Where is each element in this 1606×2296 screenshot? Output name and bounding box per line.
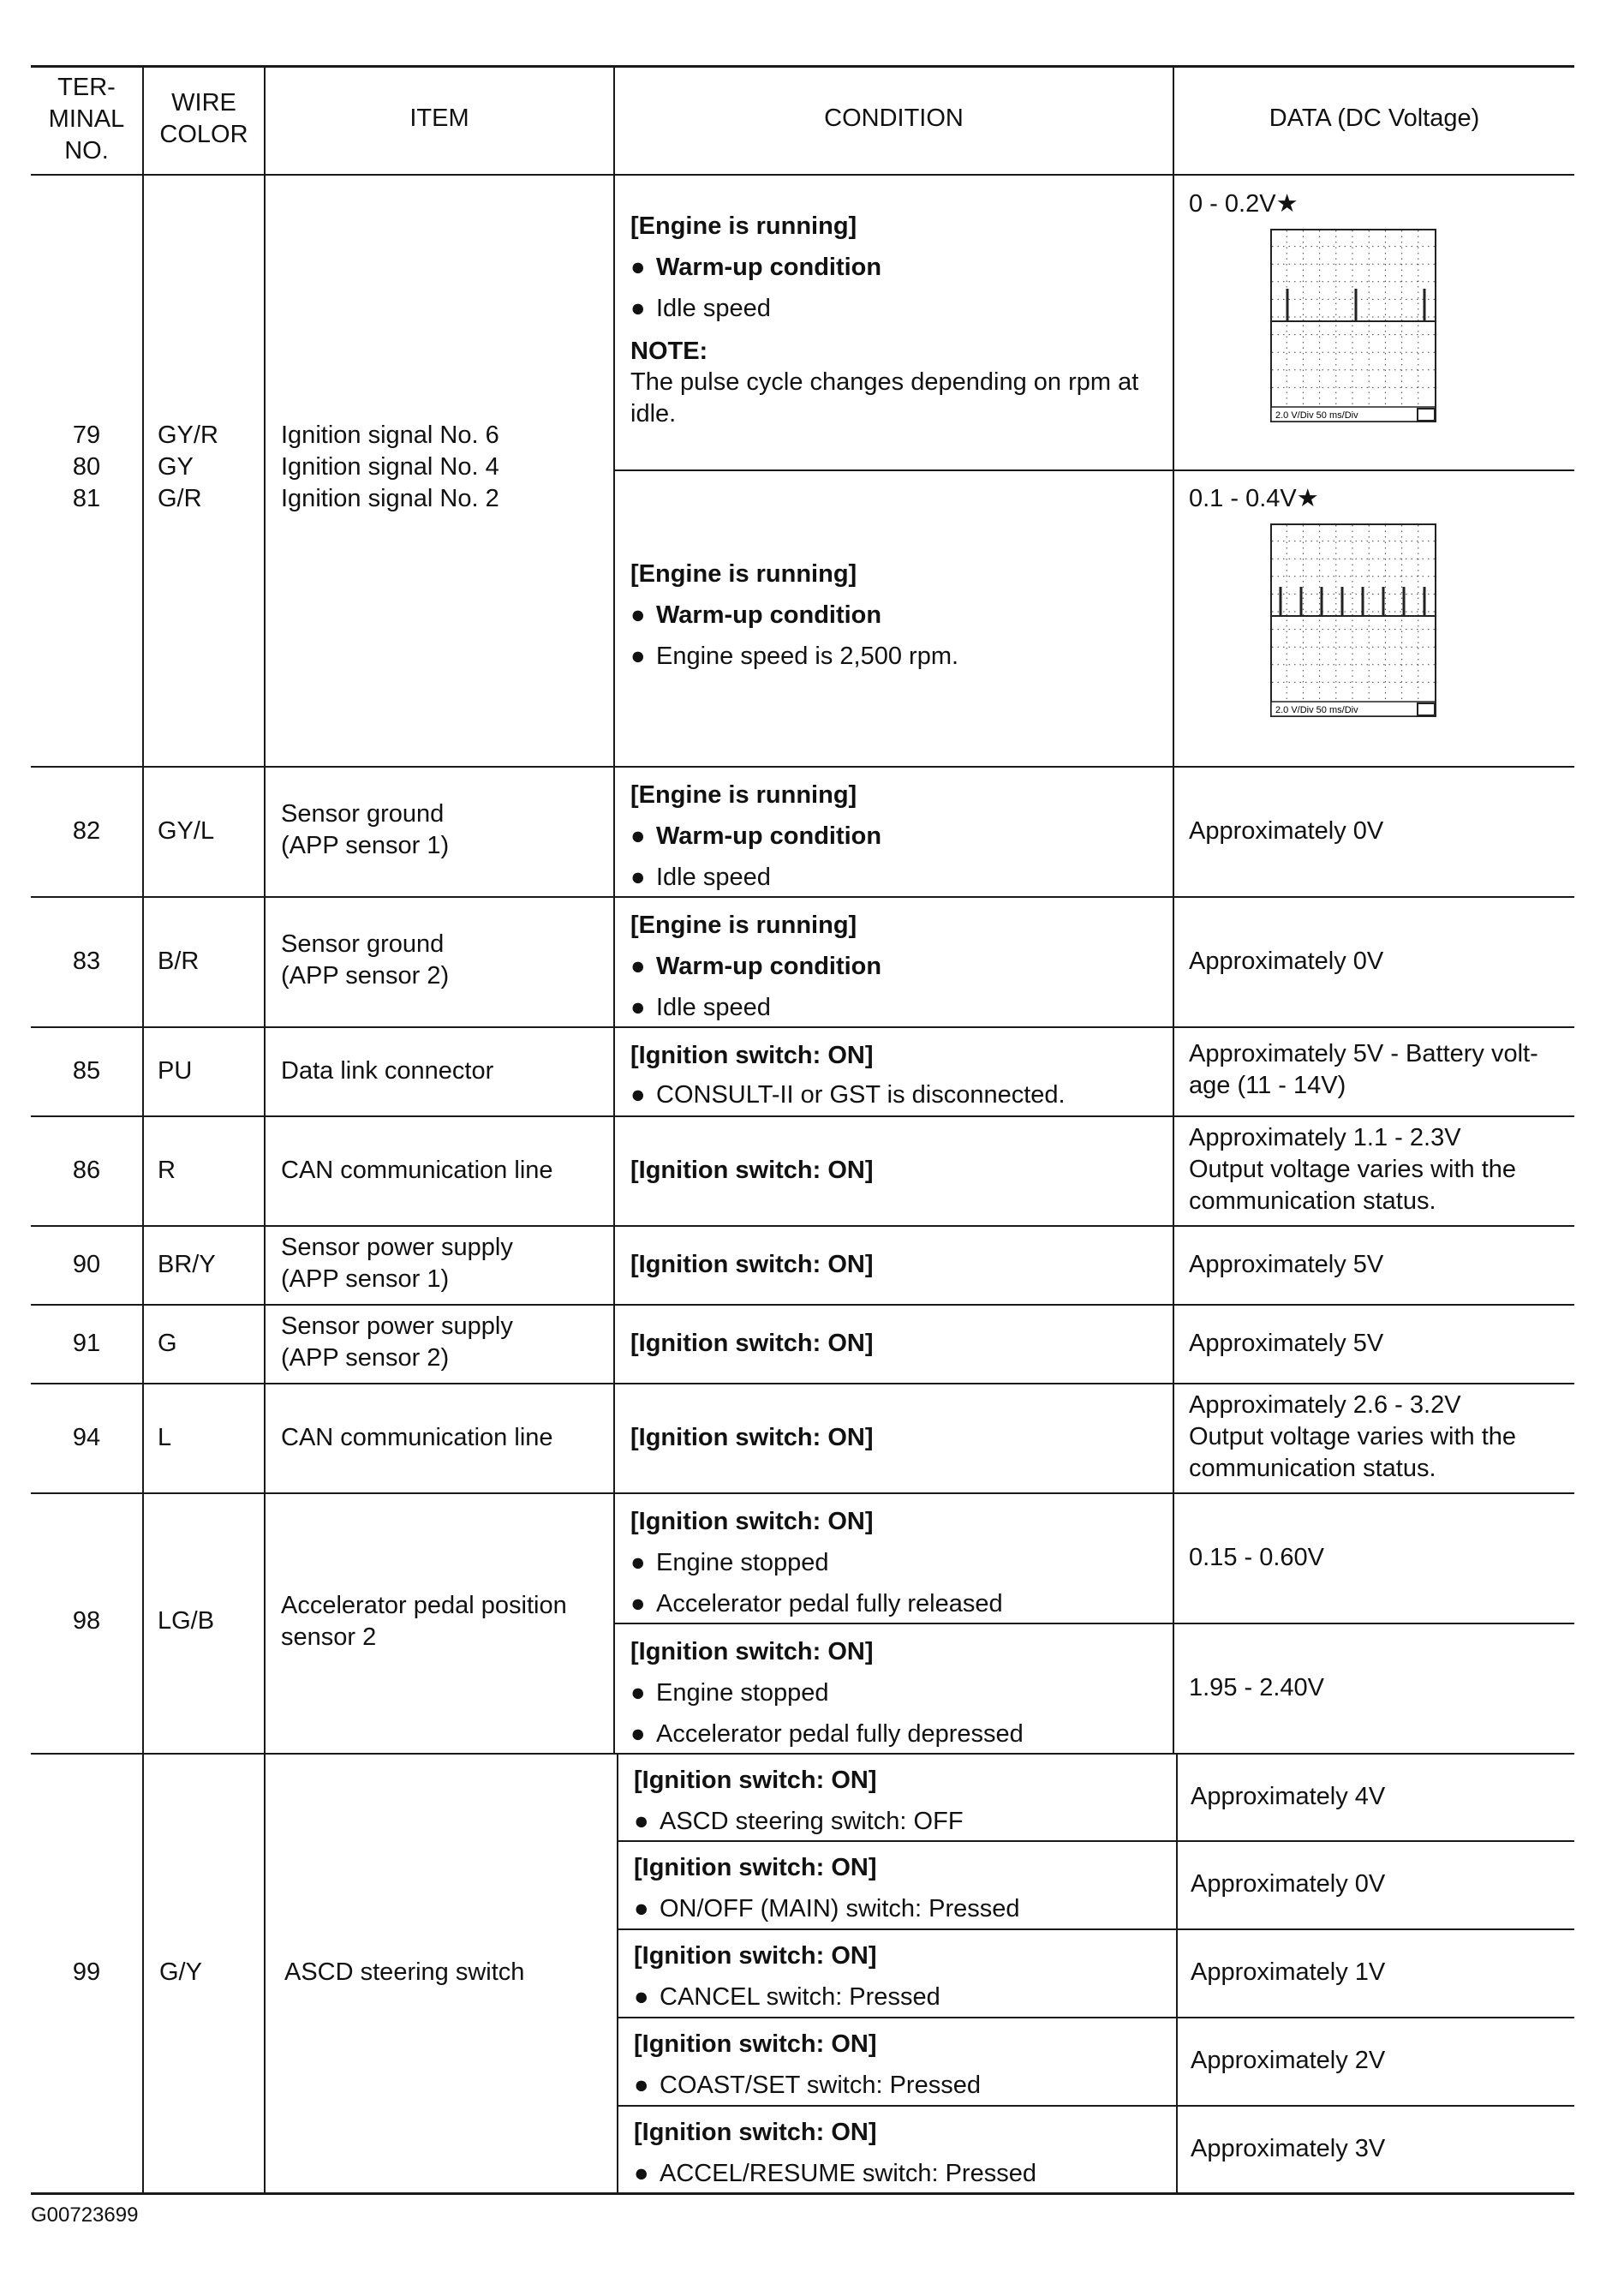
data-value: Approximately 5V bbox=[1189, 1330, 1384, 1357]
condition-bullet bbox=[630, 1075, 1066, 1115]
bullet-text: Accelerator pedal fully released bbox=[656, 1590, 1003, 1617]
column-divider bbox=[1173, 65, 1174, 1753]
header-condition: CONDITION bbox=[824, 105, 964, 132]
data-value bbox=[1189, 483, 1319, 515]
condition-cell bbox=[634, 1935, 940, 2018]
row-divider bbox=[31, 1115, 1574, 1117]
wire-color: G/Y bbox=[159, 1958, 202, 1986]
bullet-icon: ● bbox=[630, 1549, 646, 1576]
bullet-icon: ● bbox=[630, 822, 646, 850]
item-name: Ignition signal No. 2 bbox=[281, 485, 499, 512]
condition-bullet bbox=[630, 946, 881, 987]
terminal-number: 79 bbox=[72, 422, 101, 449]
data-line: Output voltage varies with the bbox=[1189, 1423, 1517, 1450]
condition-bullet bbox=[630, 857, 881, 898]
bullet-icon: ● bbox=[630, 601, 646, 629]
row-divider bbox=[31, 766, 1574, 768]
condition-state: [Ignition switch: ON] bbox=[634, 1942, 877, 1970]
condition-bullet bbox=[630, 247, 881, 288]
condition-bullet bbox=[630, 1542, 1003, 1583]
condition-state: [Ignition switch: ON] bbox=[634, 2119, 877, 2146]
bullet-text: CONSULT-II or GST is disconnected. bbox=[656, 1081, 1066, 1109]
terminal-number: 80 bbox=[72, 453, 101, 481]
condition-state: [Engine is running] bbox=[630, 560, 857, 588]
bullet-icon: ● bbox=[630, 953, 646, 980]
data-value bbox=[1189, 1122, 1516, 1217]
item-name: Data link connector bbox=[281, 1057, 494, 1085]
data-value: 1.95 - 2.40V bbox=[1189, 1674, 1324, 1701]
condition-state: [Engine is running] bbox=[630, 212, 857, 240]
header-line: COLOR bbox=[159, 121, 248, 148]
condition-state: [Ignition switch: ON] bbox=[630, 1157, 874, 1184]
oscilloscope-waveform-2500rpm bbox=[1270, 523, 1450, 727]
condition-cell bbox=[630, 553, 958, 677]
data-value: Approximately 5V bbox=[1189, 1251, 1384, 1278]
condition-state: [Ignition switch: ON] bbox=[630, 1638, 874, 1665]
bullet-text: Engine stopped bbox=[656, 1549, 829, 1576]
condition-cell bbox=[634, 2024, 981, 2106]
data-value: Approximately 2V bbox=[1191, 2047, 1386, 2074]
condition-cell bbox=[630, 206, 881, 329]
terminal-number: 86 bbox=[72, 1157, 101, 1184]
item-name bbox=[281, 1590, 567, 1653]
column-divider bbox=[1176, 1753, 1178, 2195]
condition-cell bbox=[630, 774, 881, 898]
star-icon: ★ bbox=[1296, 485, 1319, 512]
terminal-data-table bbox=[31, 65, 1574, 2195]
header-bottom-border bbox=[31, 174, 1574, 176]
item-name bbox=[281, 798, 449, 862]
condition-state: [Engine is running] bbox=[630, 912, 857, 939]
note-line: The pulse cycle changes depending on rpm at bbox=[630, 368, 1139, 396]
bullet-icon: ● bbox=[630, 295, 646, 322]
scope-label: 2.0 V/Div 50 ms/Div bbox=[1275, 705, 1358, 715]
condition-bullet bbox=[630, 1672, 1024, 1713]
condition-state: [Ignition switch: ON] bbox=[630, 1251, 874, 1278]
note-line: idle. bbox=[630, 400, 677, 428]
condition-bullet bbox=[630, 288, 881, 329]
item-line: (APP sensor 1) bbox=[281, 1265, 450, 1293]
condition-bullet bbox=[634, 1976, 940, 2018]
condition-bullet bbox=[630, 816, 881, 857]
bullet-text: Warm-up condition bbox=[656, 822, 882, 850]
voltage-value: 0 - 0.2V bbox=[1189, 190, 1276, 218]
condition-bullet bbox=[634, 2065, 981, 2106]
voltage-value: 0.1 - 0.4V bbox=[1189, 485, 1297, 512]
item-line: Sensor ground bbox=[281, 930, 445, 958]
condition-bullet bbox=[630, 1713, 1024, 1755]
header-data: DATA (DC Voltage) bbox=[1269, 105, 1480, 132]
condition-bullet bbox=[634, 2153, 1036, 2194]
condition-cell bbox=[634, 1847, 1020, 1929]
terminal-number: 82 bbox=[72, 817, 101, 845]
item-name bbox=[281, 1311, 513, 1374]
column-divider bbox=[142, 65, 144, 2195]
column-divider bbox=[264, 65, 266, 2195]
scope-label: 2.0 V/Div 50 ms/Div bbox=[1275, 410, 1358, 421]
item-name bbox=[281, 1232, 513, 1295]
condition-cell bbox=[634, 1760, 964, 1842]
terminal-number: 90 bbox=[72, 1251, 101, 1278]
bullet-text: ON/OFF (MAIN) switch: Pressed bbox=[660, 1895, 1020, 1922]
bullet-icon: ● bbox=[634, 2072, 649, 2099]
item-line: Sensor power supply bbox=[281, 1312, 513, 1340]
data-value: 0.15 - 0.60V bbox=[1189, 1544, 1324, 1571]
bullet-text: Warm-up condition bbox=[656, 601, 882, 629]
item-name: Ignition signal No. 4 bbox=[281, 453, 499, 481]
wire-color: G bbox=[158, 1330, 177, 1357]
item-line: Sensor power supply bbox=[281, 1234, 513, 1261]
data-line: communication status. bbox=[1189, 1187, 1436, 1215]
condition-state: [Ignition switch: ON] bbox=[634, 2030, 877, 2058]
header-item: ITEM bbox=[409, 105, 469, 132]
data-line: Approximately 5V - Battery volt- bbox=[1189, 1040, 1538, 1067]
bullet-text: Warm-up condition bbox=[656, 953, 882, 980]
note-label: NOTE: bbox=[630, 338, 708, 365]
header-terminal bbox=[31, 72, 142, 167]
bullet-text: Idle speed bbox=[656, 994, 771, 1021]
wire-colors bbox=[158, 420, 218, 515]
bullet-icon: ● bbox=[634, 2160, 649, 2187]
data-value: Approximately 4V bbox=[1191, 1783, 1386, 1810]
bullet-text: ACCEL/RESUME switch: Pressed bbox=[660, 2160, 1036, 2187]
condition-bullet bbox=[634, 1888, 1020, 1929]
condition-state: [Ignition switch: ON] bbox=[630, 1042, 874, 1069]
header-line: NO. bbox=[64, 137, 109, 164]
note-text bbox=[630, 367, 1138, 430]
condition-state: [Engine is running] bbox=[630, 781, 857, 809]
terminal-number: 85 bbox=[72, 1057, 101, 1085]
data-value: Approximately 0V bbox=[1189, 817, 1384, 845]
bullet-text: Accelerator pedal fully depressed bbox=[656, 1720, 1024, 1748]
bullet-icon: ● bbox=[634, 1983, 649, 2011]
row-divider bbox=[31, 1304, 1574, 1306]
bullet-text: CANCEL switch: Pressed bbox=[660, 1983, 940, 2011]
item-line: Accelerator pedal position bbox=[281, 1592, 567, 1619]
bullet-text: Idle speed bbox=[656, 295, 771, 322]
condition-cell bbox=[630, 905, 881, 1028]
bullet-icon: ● bbox=[634, 1808, 649, 1835]
wire-color: PU bbox=[158, 1057, 193, 1085]
item-name: Ignition signal No. 6 bbox=[281, 422, 499, 449]
wire-color: B/R bbox=[158, 948, 200, 975]
wire-color: GY/L bbox=[158, 817, 215, 845]
condition-state: [Ignition switch: ON] bbox=[634, 1767, 877, 1794]
terminal-number: 81 bbox=[72, 485, 101, 512]
bullet-icon: ● bbox=[630, 1720, 646, 1748]
condition-bullet bbox=[630, 636, 958, 677]
wire-color: BR/Y bbox=[158, 1251, 216, 1278]
data-value: Approximately 0V bbox=[1191, 1870, 1386, 1898]
terminal-numbers bbox=[31, 420, 142, 515]
condition-cell bbox=[630, 1501, 1003, 1624]
item-line: (APP sensor 2) bbox=[281, 1344, 450, 1372]
item-name: CAN communication line bbox=[281, 1157, 553, 1184]
oscilloscope-waveform-idle bbox=[1270, 229, 1450, 433]
wire-color: R bbox=[158, 1157, 176, 1184]
row-divider bbox=[31, 1225, 1574, 1227]
terminal-number: 99 bbox=[72, 1958, 101, 1986]
data-value bbox=[1189, 1038, 1538, 1102]
header-wire-color bbox=[144, 87, 264, 151]
bullet-icon: ● bbox=[630, 994, 646, 1021]
data-line: age (11 - 14V) bbox=[1189, 1072, 1346, 1099]
figure-code: G00723699 bbox=[31, 2203, 139, 2227]
condition-state: [Ignition switch: ON] bbox=[630, 1424, 874, 1451]
terminal-number: 94 bbox=[72, 1424, 101, 1451]
condition-state: [Ignition switch: ON] bbox=[630, 1508, 874, 1535]
data-line: Approximately 2.6 - 3.2V bbox=[1189, 1391, 1461, 1419]
column-divider bbox=[617, 1753, 618, 2195]
condition-cell bbox=[630, 1631, 1024, 1755]
terminal-number: 98 bbox=[72, 1607, 101, 1635]
item-line: Sensor ground bbox=[281, 800, 445, 828]
data-value: Approximately 1V bbox=[1191, 1958, 1386, 1986]
bullet-icon: ● bbox=[630, 254, 646, 281]
data-line: communication status. bbox=[1189, 1455, 1436, 1482]
bullet-text: ASCD steering switch: OFF bbox=[660, 1808, 964, 1835]
bullet-icon: ● bbox=[630, 1081, 646, 1109]
condition-bullet bbox=[634, 1801, 964, 1842]
row-divider bbox=[31, 1383, 1574, 1384]
bullet-text: Engine stopped bbox=[656, 1679, 829, 1707]
row-divider bbox=[613, 469, 1574, 471]
column-divider bbox=[613, 65, 615, 1753]
condition-bullet bbox=[630, 987, 881, 1028]
condition-cell bbox=[634, 2112, 1036, 2194]
bullet-icon: ● bbox=[630, 864, 646, 891]
wire-color: L bbox=[158, 1424, 172, 1451]
wire-color: GY bbox=[158, 453, 194, 481]
condition-cell bbox=[630, 1036, 1066, 1115]
bullet-text: Engine speed is 2,500 rpm. bbox=[656, 643, 959, 670]
item-names bbox=[281, 420, 499, 515]
item-line: (APP sensor 1) bbox=[281, 832, 450, 859]
condition-bullet bbox=[630, 1583, 1003, 1624]
header-line: MINAL bbox=[48, 105, 125, 133]
condition-bullet bbox=[630, 595, 958, 636]
data-value bbox=[1189, 188, 1299, 220]
wire-color: G/R bbox=[158, 485, 202, 512]
bullet-icon: ● bbox=[634, 1895, 649, 1922]
wire-color: GY/R bbox=[158, 422, 218, 449]
data-line: Output voltage varies with the bbox=[1189, 1156, 1517, 1183]
terminal-number: 91 bbox=[72, 1330, 101, 1357]
bullet-text: Warm-up condition bbox=[656, 254, 882, 281]
bullet-icon: ● bbox=[630, 1679, 646, 1707]
bullet-icon: ● bbox=[630, 1590, 646, 1617]
data-line: Approximately 1.1 - 2.3V bbox=[1189, 1124, 1461, 1151]
item-name bbox=[281, 929, 449, 992]
data-value bbox=[1189, 1390, 1516, 1485]
table-top-border bbox=[31, 65, 1574, 68]
item-name: CAN communication line bbox=[281, 1424, 553, 1451]
bullet-icon: ● bbox=[630, 643, 646, 670]
row-divider bbox=[31, 1492, 1574, 1494]
star-icon: ★ bbox=[1275, 190, 1299, 218]
terminal-number: 83 bbox=[72, 948, 101, 975]
bullet-text: COAST/SET switch: Pressed bbox=[660, 2072, 981, 2099]
condition-state: [Ignition switch: ON] bbox=[634, 1854, 877, 1881]
item-line: (APP sensor 2) bbox=[281, 962, 450, 990]
wire-color: LG/B bbox=[158, 1607, 215, 1635]
bullet-text: Idle speed bbox=[656, 864, 771, 891]
data-value: Approximately 0V bbox=[1189, 948, 1384, 975]
data-value: Approximately 3V bbox=[1191, 2135, 1386, 2162]
condition-state: [Ignition switch: ON] bbox=[630, 1330, 874, 1357]
header-line: WIRE bbox=[171, 89, 236, 117]
item-name: ASCD steering switch bbox=[284, 1958, 525, 1986]
header-line: TER- bbox=[57, 74, 116, 101]
item-line: sensor 2 bbox=[281, 1623, 377, 1651]
